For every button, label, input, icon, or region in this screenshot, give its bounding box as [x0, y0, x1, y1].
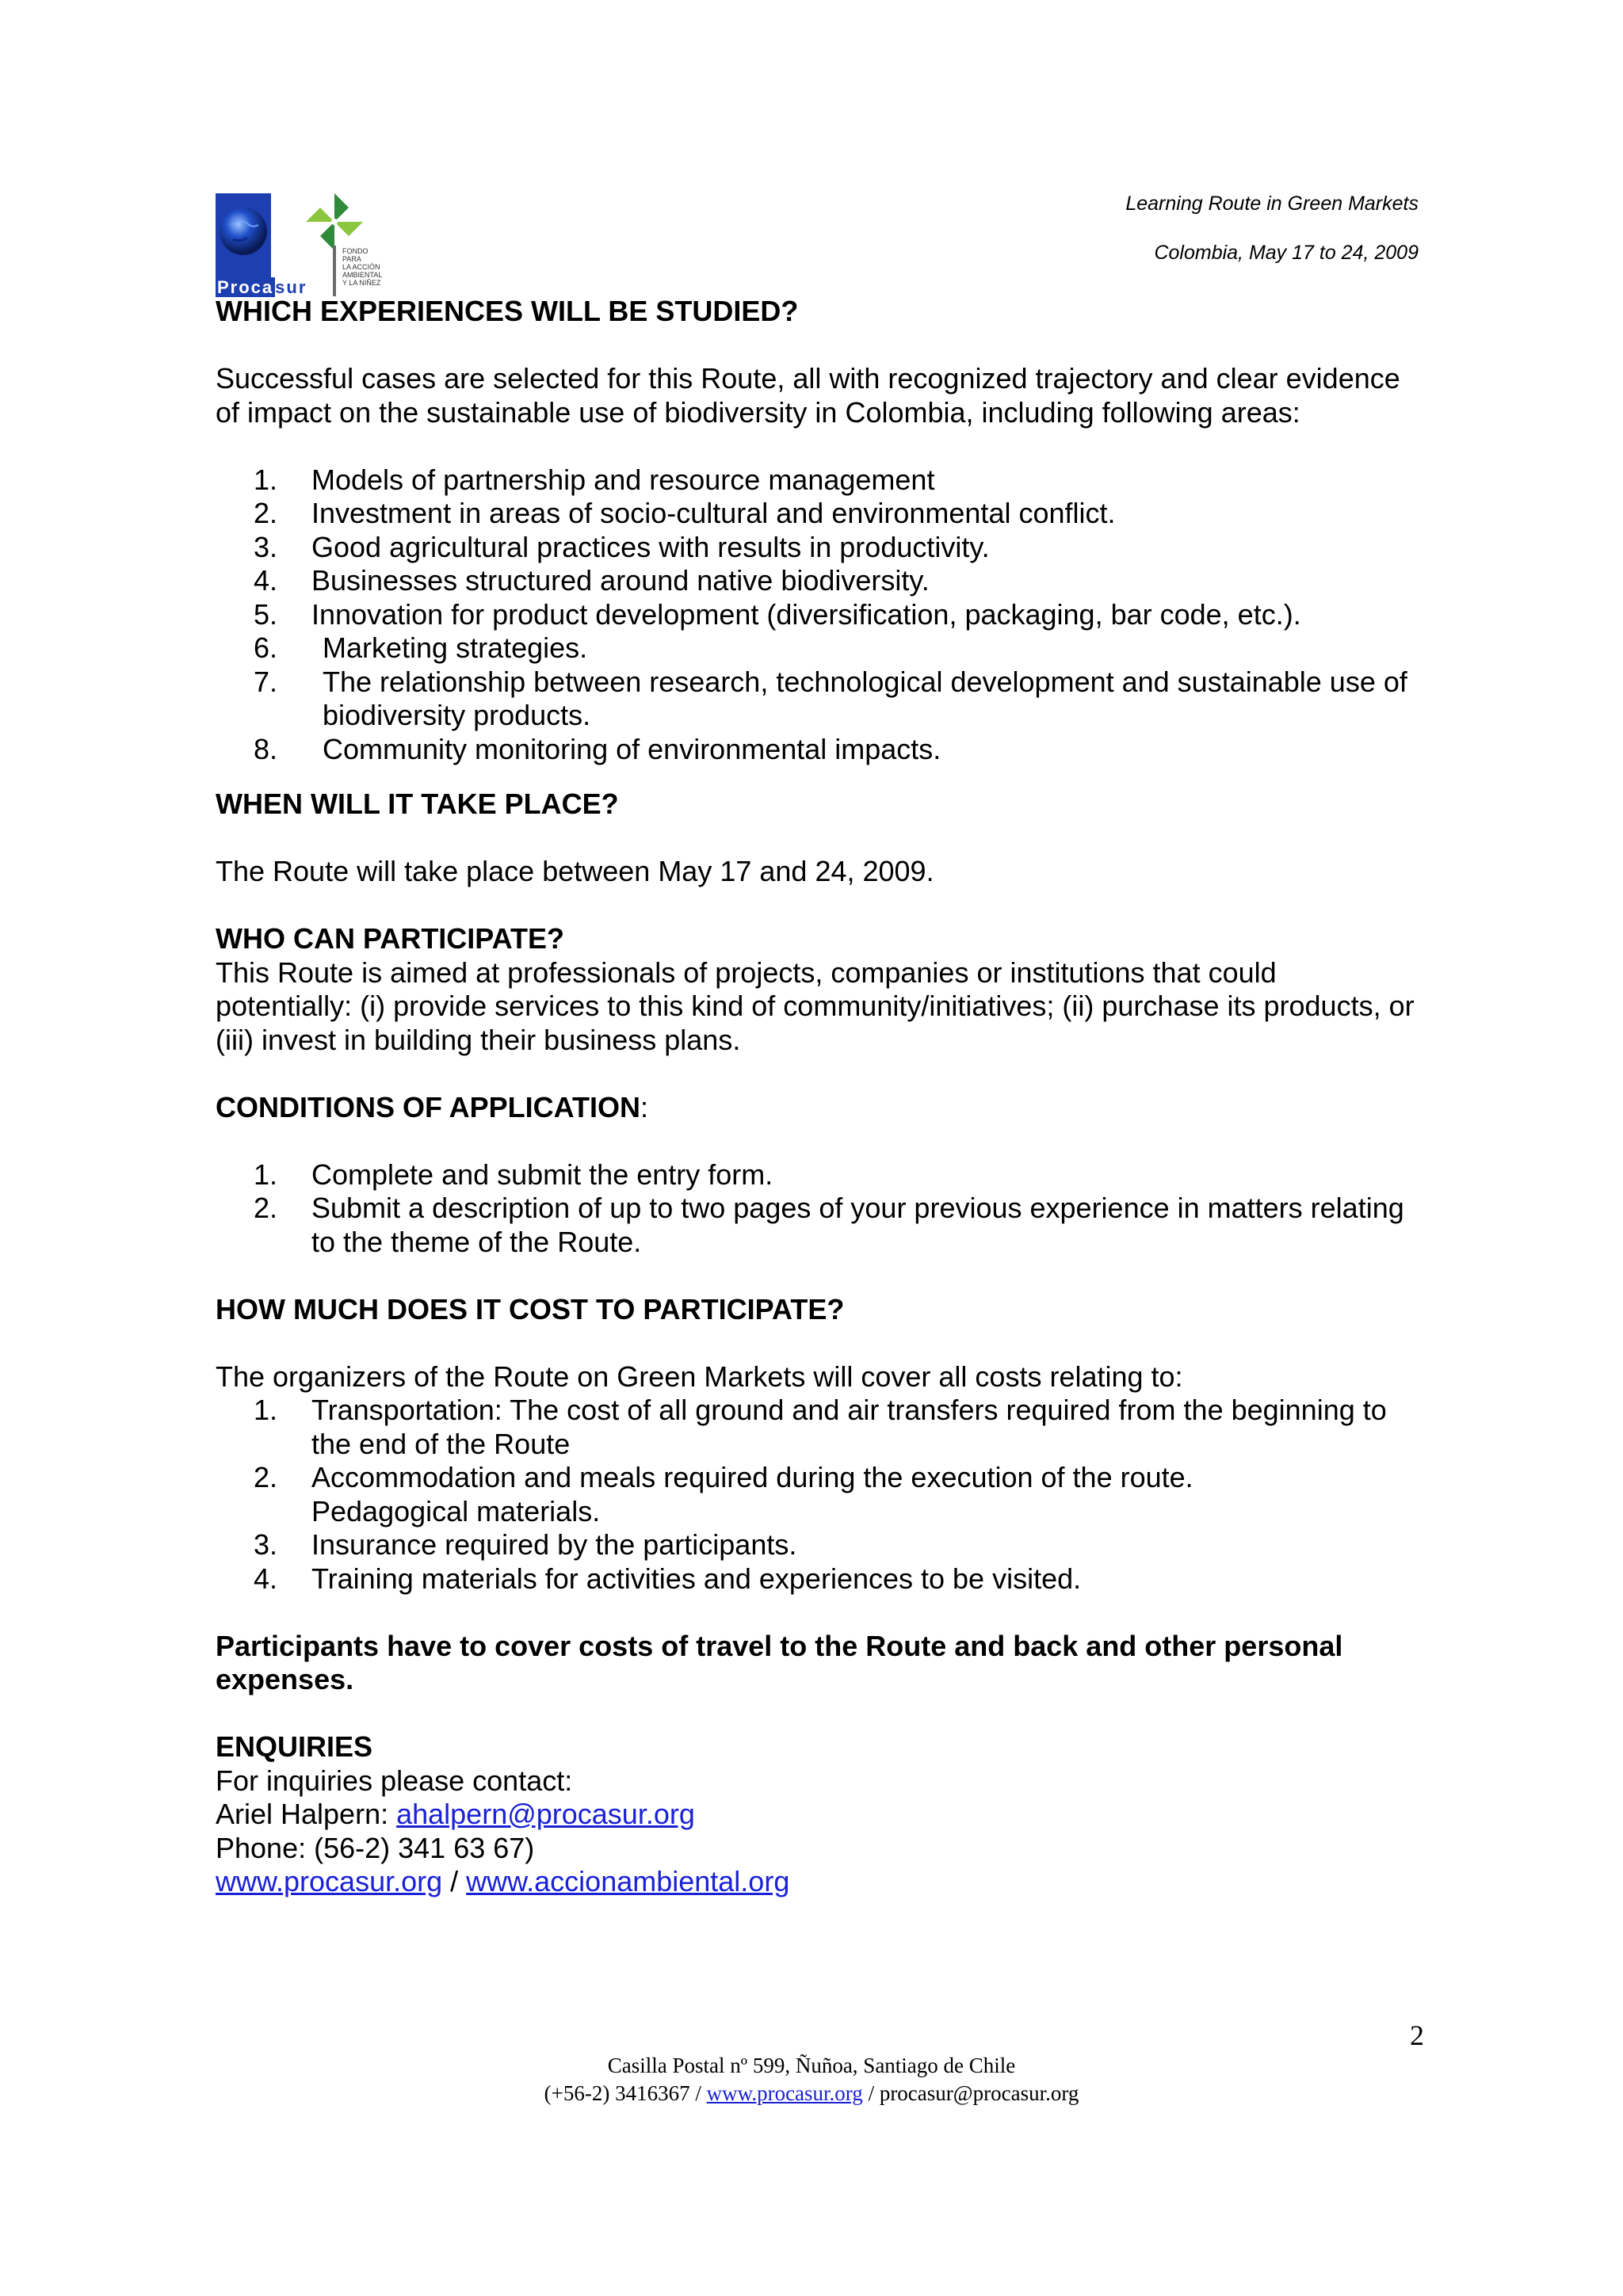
list-item: 2. Investment in areas of socio-cultural and environmental conflict.	[254, 497, 1116, 529]
experiences-intro: Successful cases are selected for this Route, all with recognized trajectory and clear evidence of impact on the sustainable use of biodiversity in Colombia, including following areas:	[216, 362, 1400, 429]
list-item: 2. Accommodation and meals required during the execution of the route.	[254, 1461, 1193, 1493]
cost-note: Participants have to cover costs of travel to the Route and back and other personal expenses.	[216, 1629, 1343, 1695]
phone-line: Phone: (56-2) 341 63 67)	[216, 1831, 535, 1864]
list-item: 3. Insurance required by the participants.	[254, 1528, 797, 1561]
list-item: 7. The relationship between research, technological development and sustainable use of biodiversity products.	[254, 665, 1407, 731]
procasur-logo-panel	[216, 193, 271, 277]
heading-when: WHEN WILL IT TAKE PLACE?	[216, 788, 619, 820]
procasur-logo	[216, 193, 307, 298]
list-item: 3. Good agricultural practices with results in productivity.	[254, 530, 990, 563]
heading-conditions: CONDITIONS OF APPLICATION:	[216, 1090, 649, 1123]
procasur-site-link[interactable]: www.procasur.org	[216, 1865, 443, 1897]
list-item: 4. Training materials for activities and experiences to be visited.	[254, 1562, 1082, 1595]
fondo-caption: FONDO PARA LA ACCIÓN AMBIENTAL Y LA NIÑEZ	[342, 247, 383, 287]
list-item: 1. Transportation: The cost of all ground and air transfers required from the beginning to the end of the Route	[254, 1394, 1387, 1460]
heading-cost: HOW MUCH DOES IT COST TO PARTICIPATE?	[216, 1292, 845, 1325]
heading-who: WHO CAN PARTICIPATE?	[216, 922, 564, 955]
list-item: 6. Marketing strategies.	[254, 631, 588, 664]
list-item: Pedagogical materials.	[311, 1494, 601, 1527]
heading-experiences: WHICH EXPERIENCES WILL BE STUDIED?	[216, 295, 799, 327]
procasur-wordmark: Procasur	[217, 277, 307, 297]
heading-enquiries: ENQUIRIES	[216, 1730, 373, 1763]
contact-email-link[interactable]: ahalpern@procasur.org	[396, 1798, 695, 1830]
list-item: 5. Innovation for product development (diversification, packaging, bar code, etc.).	[254, 597, 1301, 631]
cost-intro: The organizers of the Route on Green Markets will cover all costs relating to:	[216, 1360, 1183, 1393]
document-body	[216, 295, 1420, 1899]
list-item: 1. Models of partnership and resource management	[254, 463, 935, 496]
experiences-list	[216, 463, 1420, 767]
list-item: 2. Submit a description of up to two pages of your previous experience in matters relating to the theme of the Route.	[254, 1192, 1404, 1258]
page-number: 2	[1410, 2019, 1424, 2051]
footer-site-link[interactable]: www.procasur.org	[706, 2081, 863, 2105]
list-item: 8. Community monitoring of environmental impacts.	[254, 732, 941, 765]
footer-contact: (+56-2) 3416367 / www.procasur.org / procasur@procasur.org	[544, 2081, 1079, 2105]
fondo-accion-logo	[303, 190, 398, 297]
who-text: This Route is aimed at professionals of projects, companies or institutions that could potentially: (i) provide services to this kind of community/initiatives; (ii) purchase its products, or (iii) invest in building their business plans.	[216, 955, 1415, 1056]
cost-list	[216, 1394, 1420, 1596]
conditions-list	[216, 1158, 1420, 1260]
contact-line: Ariel Halpern: ahalpern@procasur.org	[216, 1798, 695, 1830]
pinwheel-stick	[333, 246, 336, 296]
header-date: Colombia, May 17 to 24, 2009	[1154, 242, 1419, 264]
when-text: The Route will take place between May 17 and 24, 2009.	[216, 855, 934, 887]
pinwheel-icon	[303, 190, 366, 254]
header-title: Learning Route in Green Markets	[1125, 193, 1419, 215]
list-item: 4. Businesses structured around native biodiversity.	[254, 564, 930, 597]
list-item: 1. Complete and submit the entry form.	[254, 1158, 773, 1191]
websites-line: www.procasur.org / www.accionambiental.org	[216, 1865, 790, 1897]
footer-address: Casilla Postal nº 599, Ñuñoa, Santiago de Chile	[607, 2054, 1016, 2077]
accionambiental-site-link[interactable]: www.accionambiental.org	[466, 1865, 790, 1897]
globe-icon	[216, 193, 271, 277]
enquiries-intro: For inquiries please contact:	[216, 1764, 573, 1797]
